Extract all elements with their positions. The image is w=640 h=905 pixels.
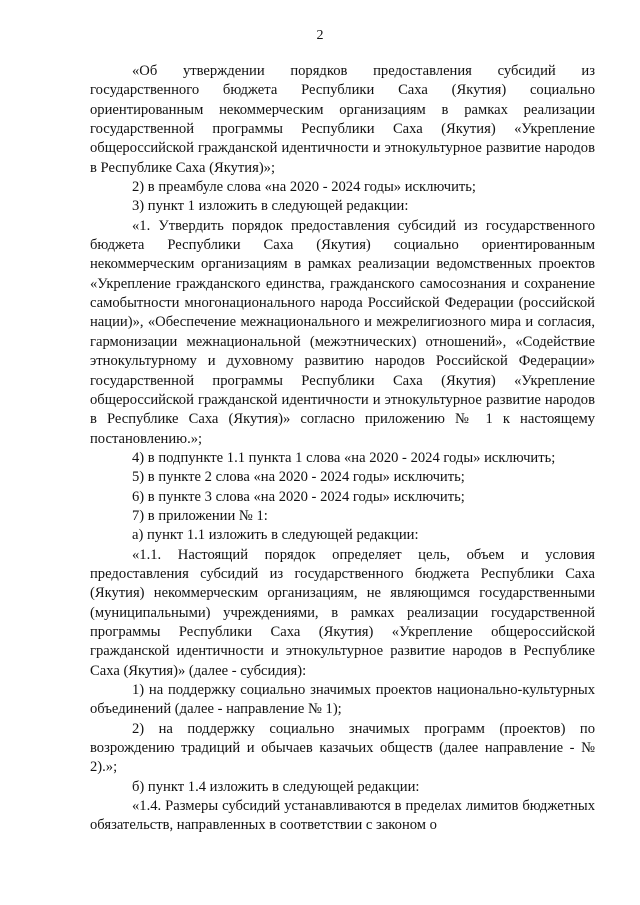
page-number: 2 <box>316 28 324 43</box>
paragraph: 7) в приложении № 1: <box>132 507 268 524</box>
paragraph: «1.1. Настоящий порядок определяет цель, объем и условия предоставления субсидий из государственного бюджета Республики Саха (Якутия) некоммерческим организациям, не являющимся государственными (муниципальными) учреждениями, в рамках реализации государственной программы Республики Саха (Якутия) «Укрепление общероссийской гражданской идентичности и этнокультурное развитие народов в Республике Саха (Якутия)» (далее - субсидия): <box>90 546 595 679</box>
paragraph: 6) в пункте 3 слова «на 2020 - 2024 годы» исключить; <box>132 488 465 505</box>
paragraph: 4) в подпункте 1.1 пункта 1 слова «на 2020 - 2024 годы» исключить; <box>132 449 556 466</box>
paragraph: 5) в пункте 2 слова «на 2020 - 2024 годы» исключить; <box>132 469 465 486</box>
paragraph: «1. Утвердить порядок предоставления субсидий из государственного бюджета Республики Саха (Якутия) социально ориентированным некоммерческим организациям в рамках реализации ведомственных проектов «Укрепление гражданского единства, гражданского самосознания и сохранение самобытности многонационального народа Российской Федерации (российской нации)», «Обеспечение межнационального и межрелигиозного мира и согласия, гармонизации межнациональной (межэтнических) отношений», «Содействие этнокультурному и духовному развитию народов Российской Федерации» государственной программы Республики Саха (Якутия) «Укрепление общероссийской гражданской идентичности и этнокультурное развитие народов в Республике Саха (Якутия)» согласно приложению № 1 к настоящему постановлению.»; <box>90 217 595 447</box>
paragraph: 2) в преамбуле слова «на 2020 - 2024 годы» исключить; <box>132 179 476 196</box>
paragraph: «1.4. Размеры субсидий устанавливаются в пределах лимитов бюджетных обязательств, направленных в соответствии с законом о <box>90 798 595 834</box>
document-body <box>90 62 595 836</box>
paragraph: 2) на поддержку социально значимых программ (проектов) по возрождению традиций и обычаев казачьих обществ (далее направление - № 2).»; <box>90 720 595 776</box>
paragraph: 1) на поддержку социально значимых проектов национально-культурных объединений (далее - направление № 1); <box>90 682 595 718</box>
paragraph: «Об утверждении порядков предоставления субсидий из государственного бюджета Республики Саха (Якутия) социально ориентированным некоммерческим организациям в рамках реализации государственной программы Республики Саха (Якутия) «Укрепление общероссийской гражданской идентичности и этнокультурное развитие народов в Республике Саха (Якутия)»; <box>90 63 595 176</box>
paragraph: б) пункт 1.4 изложить в следующей редакции: <box>132 778 420 795</box>
paragraph: 3) пункт 1 изложить в следующей редакции: <box>132 198 409 215</box>
paragraph: а) пункт 1.1 изложить в следующей редакции: <box>132 527 419 544</box>
